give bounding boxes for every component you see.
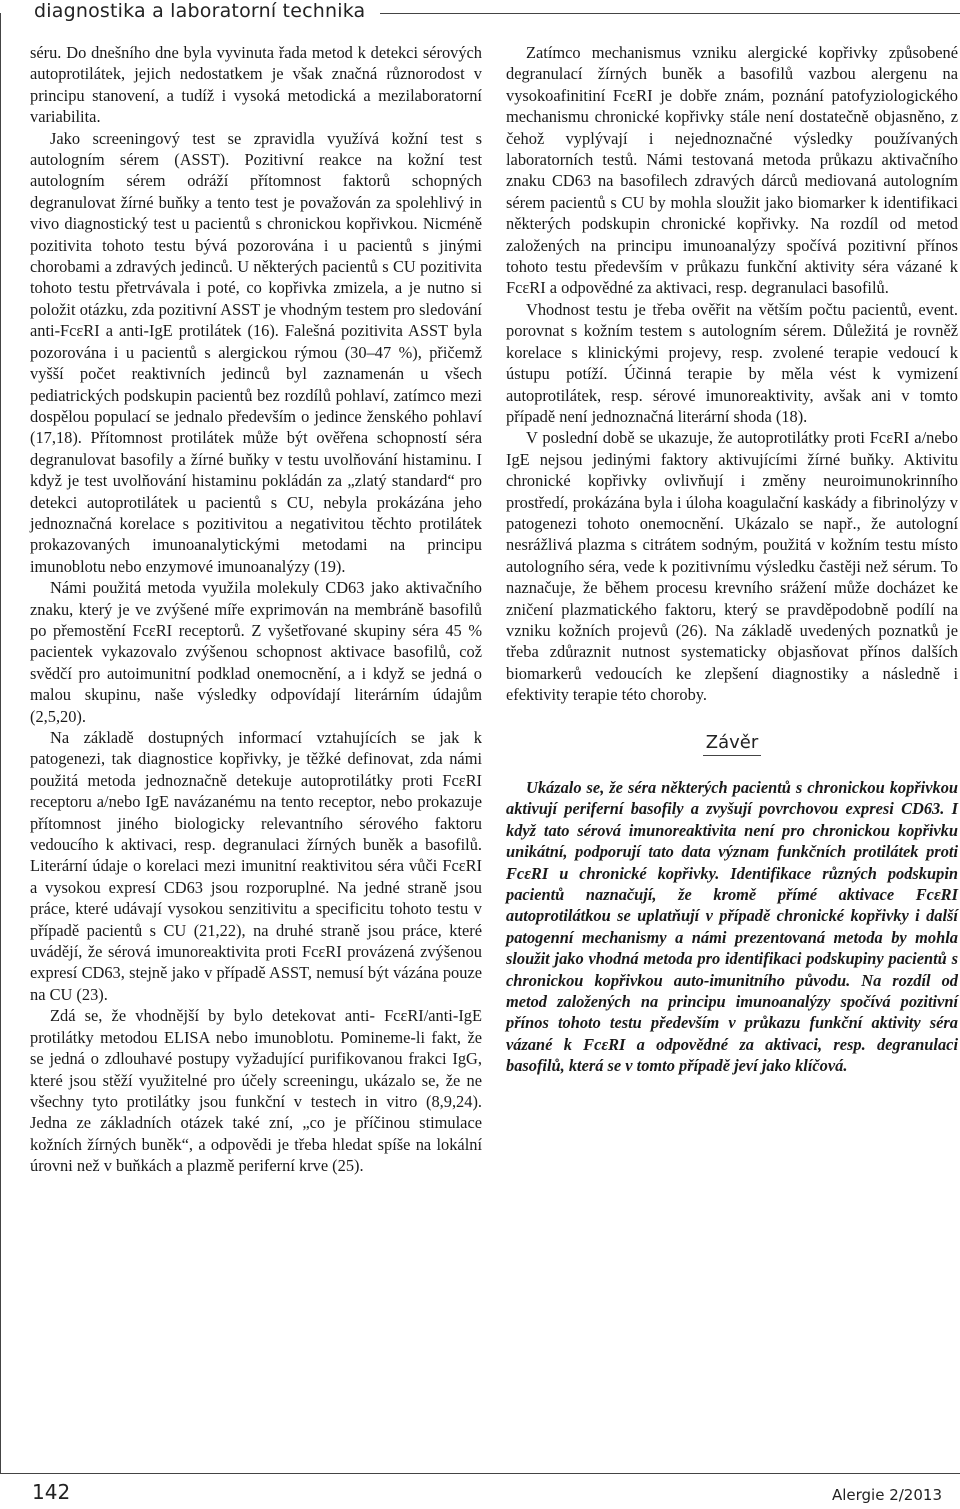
right-column: [506, 42, 958, 1077]
paragraph: Na základě dostupných informací vztahujících se jak k patogenezi, tak diagnostice kopřivky, je těžké definovat, zda námi použitá metoda jednoznačně detekuje autoprotilátky proti FcεRI receptoru a/nebo IgE navázanému na tento receptor, nebo prokazuje přítomnost jiného biologicky relevantního sérového faktoru vedoucího k aktivaci, resp. degranulaci žírných buněk a basofilů. Literární údaje o korelaci mezi imunitní reaktivitou séra vůči FcεRI a vysokou expresí CD63 jsou rozporuplné. Na jedné straně jsou práce, které udávají vysokou senzitivitu a specificitu tohoto testu v případě pacientů s CU (21,22), na druhé straně jsou práce, které uvádějí, že sérová imunoreaktivita proti FcεRI provázená zvýšenou expresí CD63, stejně jako v případě ASST, nemusí být vázána pouze na CU (23).: [30, 728, 482, 1004]
conclusion-paragraph: Ukázalo se, že séra některých pacientů s chronickou kopřivkou aktivují periferní basofily a zvyšují povrchovou expresi CD63. I když tato sérová imunoreaktivita není pro chronickou kopřivku unikátní, podporují tato data význam funkčních protilátek proti FcεRI u chronické kopřivky. Identifikace různých podskupin pacientů naznačují, že kromě přímé aktivace FcεRI autoprotilátkou se uplatňují v případě chronické kopřivky i další patogenní mechanismy a námi prezentovaná metoda by mohla sloužit jako vhodná metoda pro identifikaci podskupiny pacientů s chronickou kopřivkou auto-imunitního původu. Na rozdíl od metod založených na principu imunoanalýzy spočívá pozitivní přínos tohoto testu především v průkazu funkční aktivity séra vázané k FcεRI a odpovědné za aktivaci, resp. degranulaci basofilů, která se v tomto případě jeví jako klíčová.: [506, 778, 958, 1076]
paragraph: Vhodnost testu je třeba ověřit na větším počtu pacientů, event. porovnat s kožním testem s autologním sérem. Důležitá je rovněž korelace s klinickými projevy, resp. zvolené terapie vedoucí k ústupu potíží. Účinná terapie by měla vést k vymizení autoprotilátek, resp. sérové imunoreaktivity, avšak ani v tomto případě není jednoznačná literární shoda (18).: [506, 299, 958, 426]
paragraph: séru. Do dnešního dne byla vyvinuta řada metod k detekci sérových autoprotilátek, jejich nedostatkem je však značná různorodost v principu stanovení, a tudíž i vysoká metodická a mezilaboratorní variabilita.: [30, 43, 482, 127]
heading-text: Závěr: [703, 732, 762, 756]
footer-rule: [0, 1473, 960, 1474]
section-title: diagnostika a laboratorní technika: [34, 0, 366, 22]
section-heading-zaver: [506, 732, 958, 753]
conclusion-block: [506, 777, 958, 1077]
header-rule: [380, 13, 960, 14]
paragraph: Zdá se, že vhodnější by bylo detekovat anti- FcεRI/anti-IgE protilátky metodou ELISA nebo imunoblotu. Pomineme-li fakt, že se jedná o zdlouhavé postupy vyžadující purifikovanou frakci IgG, které jsou stěží využitelné pro účely screeningu, ukázalo se, že ne všechny tyto protilátky jsou funkční v testech in vitro (8,9,24). Jedna ze základních otázek také zní, „co je příčinou stimulace kožních žírných buněk“, a odpovědi je třeba hledat spíše na lokální úrovni než v buňkách a plazmě periferní krve (25).: [30, 1006, 482, 1176]
journal-name: Alergie 2/2013: [831, 1486, 942, 1504]
paragraph: Zatímco mechanismus vzniku alergické kopřivky způsobené degranulací žírných buněk a basofilů vazbou alergenu na vysokoafinitiní FcεRI je dobře znám, poznání patofyziologického mechanismu chronické kopřivky stále není dostatečně objasněno, z čehož vyplývají i nejednoznačné výsledky používaných laboratorních testů. Námi testovaná metoda průkazu aktivačního znaku CD63 na basofilech zdravých dárců mediovaná autologním sérem pacientů s CU by mohla sloužit jako biomarker k identifikaci některých podskupin chronické kopřivky. Na rozdíl od metod založených na principu imunoanalýzy spočívá pozitivní přínos tohoto testu především v průkazu funkční aktivity séra vázané k FcεRI a odpovědné za aktivaci, resp. degranulaci basofilů.: [506, 43, 958, 298]
left-column: [30, 42, 482, 1177]
paragraph: Námi použitá metoda využila molekuly CD63 jako aktivačního znaku, který je ve zvýšené míře exprimován na membráně basofilů po přemostění FcεRI receptorů. Z vyšetřované skupiny séra 45 % pacientek vykazovalo zvýšenou schopnost aktivace basofilů, což svědčí pro autoimunitní podklad onemocnění, a i když se jedná o malou skupinu, naše výsledky odpovídají literárním údajům (2,5,20).: [30, 578, 482, 726]
paragraph: Jako screeningový test se zpravidla využívá kožní test s autologním sérem (ASST). Pozitivní reakce na kožní test autologním sérem odráží přítomnost faktorů schopných degranulovat žírné buňky a tento test je považován za spolehlivý in vivo diagnostický test u pacientů s chronickou kopřivkou. Nicméně pozitivita tohoto testu bývá pozorována i u pacientů s jinými chorobami a zdravých jedinců. U některých pacientů s CU pozitivita tohoto testu přetrvávala i poté, co kopřivka zmizela, a je nutno si položit otázku, zda pozitivní ASST je vhodným testem pro sledování anti-FcεRI a anti-IgE protilátek (16). Falešná pozitivita ASST byla pozorována i u pacientů s alergickou rýmou (30–47 %), přičemž vyšší počet reaktivních jedinců byl zaznamenán u všech pediatrických podskupin pacientů bez rozdílů pohlaví, zatímco mezi dospělou populací se jednalo především o jedince ženského pohlaví (17,18). Přítomnost protilátek může být ověřena schopností séra degranulovat basofily a žírné buňky v testu uvolňování histaminu. I když je test uvolňování histaminu pokládán za „zlatý standard“ pro detekci autoprotilátek u pacientů s CU, nebyla prokázána jeho jednoznačná korelace s pozitivitou a negativitou těchto protilátek prokazovaných imunoanalytickými metodami na principu imunoblotu nebo enzymové imunoanalýzy (19).: [30, 128, 482, 576]
running-header: [0, 0, 960, 30]
page-number: 142: [32, 1480, 71, 1504]
margin-rule: [0, 13, 1, 1473]
paragraph: V poslední době se ukazuje, že autoprotilátky proti FcεRI a/nebo IgE nejsou jedinými faktory aktivujícími žírné buňky. Aktivitu chronické kopřivky ovlivňují i změny neuroimunokrinního prostředí, prokázána byla i úloha koagulační kaskády a fibrinolýzy v patogenezi tohoto onemocnění. Ukázalo se např., že autologní nesrážlivá plazma s citrátem sodným, použitá v kožním testu místo autologního séra, vede k pozitivnímu výsledku častěji než sérum. To naznačuje, že během procesu krevního srážení může docházet ke zničení plazmatického faktoru, který se pravděpodobně podílí na vzniku kožních projevů (26). Na základě uvedených poznatků je třeba zdůraznit nutnost systematicky objasňovat přínos dalších biomarkerů vedoucích ke zlepšení diagnostiky a následně i efektivity terapie této choroby.: [506, 428, 958, 705]
